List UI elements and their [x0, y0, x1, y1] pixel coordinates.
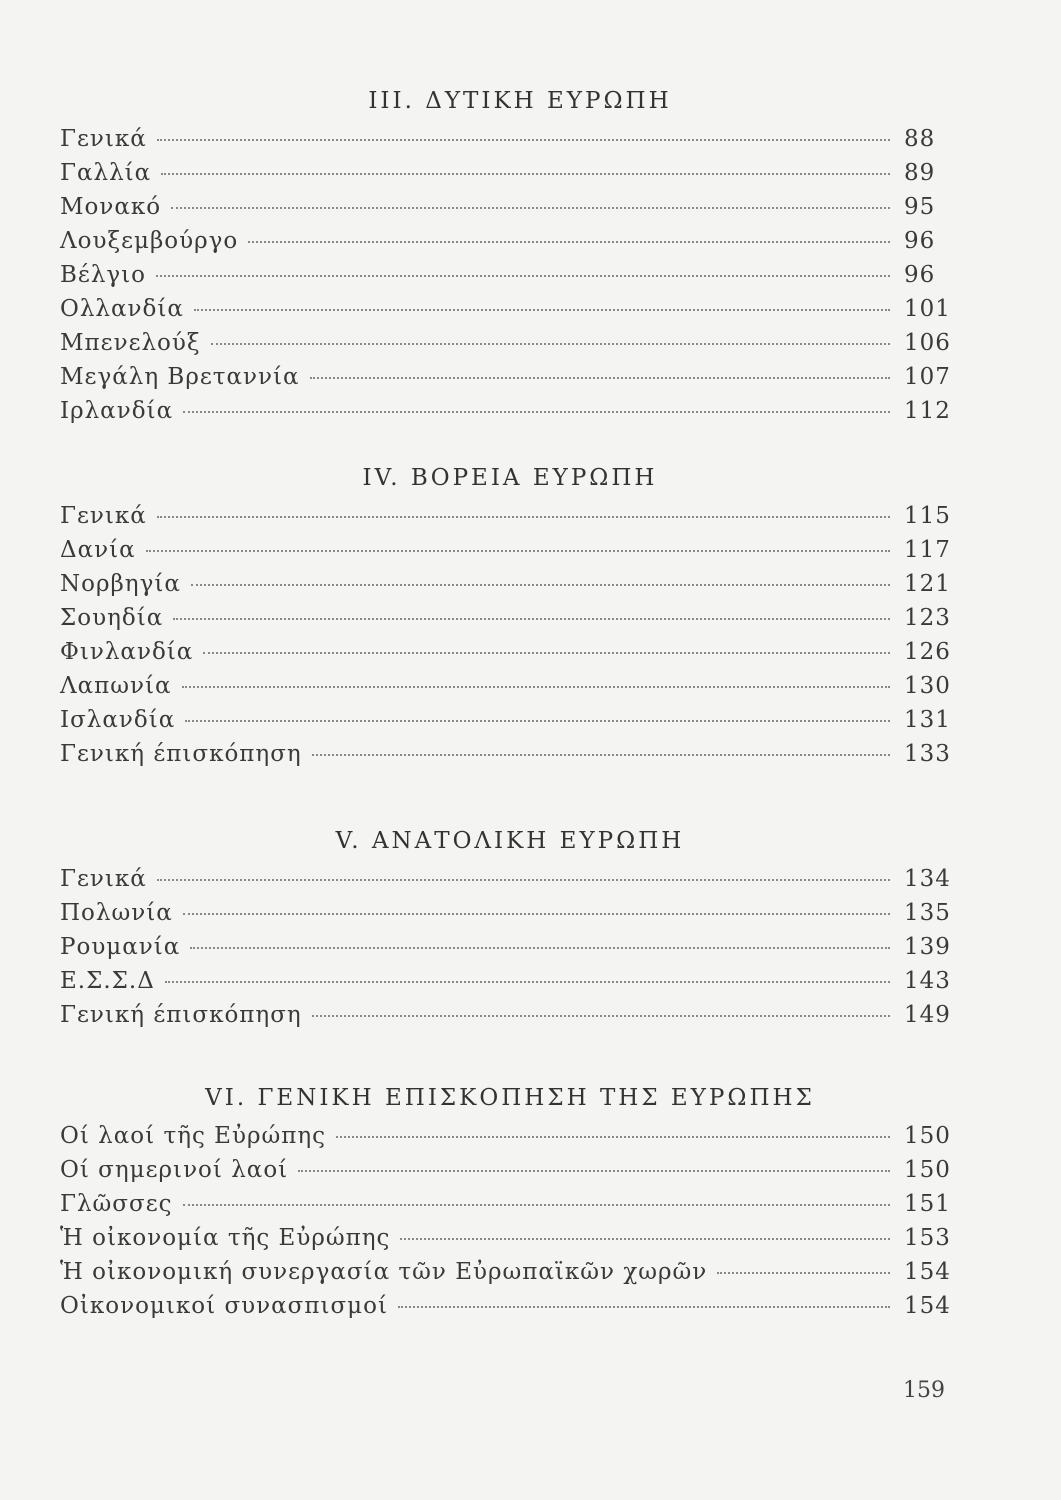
toc-section: [60, 88, 960, 432]
entry-title: Ε.Σ.Σ.Δ: [60, 968, 155, 994]
toc-entry: [60, 503, 960, 537]
entry-page-number: 150: [904, 1157, 951, 1183]
dot-leader: [310, 377, 890, 379]
dot-leader: [312, 1015, 890, 1017]
entry-page-number: 101: [904, 296, 951, 322]
dot-leader: [171, 207, 890, 209]
dot-leader: [183, 411, 890, 413]
entry-page-number: 151: [904, 1191, 951, 1217]
entry-page-number: 149: [904, 1002, 951, 1028]
dot-leader: [157, 139, 890, 141]
entry-title: Φινλανδία: [60, 639, 194, 665]
entry-page-number: 153: [904, 1225, 951, 1251]
dot-leader: [203, 652, 890, 654]
toc-entry: [60, 707, 960, 741]
entry-page-number: 89: [904, 160, 936, 186]
entry-page-number: 150: [904, 1123, 951, 1149]
entry-title: Ιρλανδία: [60, 398, 174, 424]
dot-leader: [182, 686, 890, 688]
entry-title: Σουηδία: [60, 605, 164, 631]
page-number: 159: [903, 1378, 945, 1403]
section-heading: III. ΔΥΤΙΚΗ ΕΥΡΩΠΗ: [368, 88, 672, 114]
toc-entry: [60, 330, 960, 364]
dot-leader: [717, 1272, 890, 1274]
toc-entry: [60, 1225, 960, 1259]
dot-leader: [298, 1170, 890, 1172]
toc-entry: [60, 1157, 960, 1191]
entry-title: Γενική έπισκόπηση: [60, 741, 302, 767]
dot-leader: [185, 720, 890, 722]
entry-page-number: 126: [904, 639, 951, 665]
toc-entry: [60, 571, 960, 605]
entry-page-number: 139: [904, 934, 951, 960]
toc-entry: [60, 160, 960, 194]
dot-leader: [156, 275, 890, 277]
dot-leader: [400, 1238, 890, 1240]
entry-title: Βέλγιο: [60, 262, 147, 288]
toc-entry: [60, 228, 960, 262]
entry-title: Πολωνία: [60, 900, 173, 926]
entry-page-number: 135: [904, 900, 951, 926]
entry-title: Οἰκονομικοί συνασπισμοί: [60, 1293, 388, 1319]
entry-title: Ρουμανία: [60, 934, 181, 960]
entry-page-number: 154: [904, 1293, 951, 1319]
section-heading: VI. ΓΕΝΙΚΗ ΕΠΙΣΚΟΠΗΣΗ ΤΗΣ ΕΥΡΩΠΗΣ: [205, 1085, 815, 1111]
toc-entry: [60, 262, 960, 296]
entry-title: Ολλανδία: [60, 296, 184, 322]
entry-title: Μονακό: [60, 194, 162, 220]
dot-leader: [336, 1136, 890, 1138]
toc-entry: [60, 934, 960, 968]
entry-title: Ἡ οἰκονομία τῆς Εὐρώπης: [60, 1225, 391, 1251]
entry-title: Οί λαοί τῆς Εὐρώπης: [60, 1123, 326, 1149]
dot-leader: [194, 309, 890, 311]
dot-leader: [398, 1306, 890, 1308]
section-heading: IV. ΒΟΡΕΙΑ ΕΥΡΩΠΗ: [362, 465, 658, 491]
toc-section: [60, 465, 960, 775]
toc-section: [60, 1085, 960, 1327]
entry-title: Δανία: [60, 537, 136, 563]
entry-title: Ἡ οἰκονομική συνεργασία τῶν Εὐρωπαϊκῶν χωρῶν: [60, 1259, 708, 1285]
entry-page-number: 112: [904, 398, 951, 424]
entry-page-number: 123: [904, 605, 951, 631]
entry-page-number: 143: [904, 968, 951, 994]
entry-page-number: 133: [904, 741, 951, 767]
entry-page-number: 96: [904, 228, 936, 254]
toc-entry: [60, 398, 960, 432]
entry-page-number: 88: [904, 126, 936, 152]
entry-title: Οί σημερινοί λαοί: [60, 1157, 289, 1183]
toc-entry: [60, 866, 960, 900]
entry-title: Νορβηγία: [60, 571, 181, 597]
toc-entry: [60, 194, 960, 228]
toc-entry: [60, 364, 960, 398]
toc-entry: [60, 1002, 960, 1036]
entry-page-number: 154: [904, 1259, 951, 1285]
dot-leader: [312, 754, 890, 756]
toc-entry: [60, 639, 960, 673]
dot-leader: [248, 241, 890, 243]
dot-leader: [157, 516, 890, 518]
entry-title: Λαπωνία: [60, 673, 172, 699]
dot-leader: [146, 550, 890, 552]
entry-page-number: 121: [904, 571, 951, 597]
entry-title: Γενικά: [60, 503, 147, 529]
entry-title: Γενική έπισκόπηση: [60, 1002, 302, 1028]
entry-page-number: 115: [904, 503, 951, 529]
dot-leader: [161, 173, 890, 175]
entry-title: Λουξεμβούργο: [60, 228, 239, 254]
entry-page-number: 106: [904, 330, 951, 356]
toc-entry: [60, 1259, 960, 1293]
toc-entry: [60, 900, 960, 934]
toc-entry: [60, 673, 960, 707]
section-heading: V. ΑΝΑΤΟΛΙΚΗ ΕΥΡΩΠΗ: [335, 828, 685, 854]
entry-page-number: 107: [904, 364, 951, 390]
entry-title: Ισλανδία: [60, 707, 176, 733]
entry-page-number: 131: [904, 707, 951, 733]
toc-entry: [60, 126, 960, 160]
dot-leader: [183, 1204, 891, 1206]
entry-title: Μπενελούξ: [60, 330, 201, 356]
entry-page-number: 130: [904, 673, 951, 699]
dot-leader: [173, 618, 890, 620]
dot-leader: [183, 913, 890, 915]
toc-entry: [60, 741, 960, 775]
toc-entry: [60, 1191, 960, 1225]
entry-title: Γλῶσσες: [60, 1191, 173, 1217]
entry-title: Γαλλία: [60, 160, 152, 186]
toc-entry: [60, 296, 960, 330]
toc-entry: [60, 1123, 960, 1157]
entry-page-number: 134: [904, 866, 951, 892]
toc-entry: [60, 537, 960, 571]
dot-leader: [191, 584, 890, 586]
toc-section: [60, 828, 960, 1036]
entry-page-number: 117: [904, 537, 951, 563]
dot-leader: [211, 343, 890, 345]
dot-leader: [157, 879, 890, 881]
dot-leader: [190, 947, 890, 949]
toc-entry: [60, 605, 960, 639]
entry-page-number: 95: [904, 194, 936, 220]
entry-title: Γενικά: [60, 126, 147, 152]
entry-title: Μεγάλη Βρεταννία: [60, 364, 300, 390]
toc-entry: [60, 1293, 960, 1327]
toc-entry: [60, 968, 960, 1002]
entry-title: Γενικά: [60, 866, 147, 892]
entry-page-number: 96: [904, 262, 936, 288]
dot-leader: [165, 981, 890, 983]
